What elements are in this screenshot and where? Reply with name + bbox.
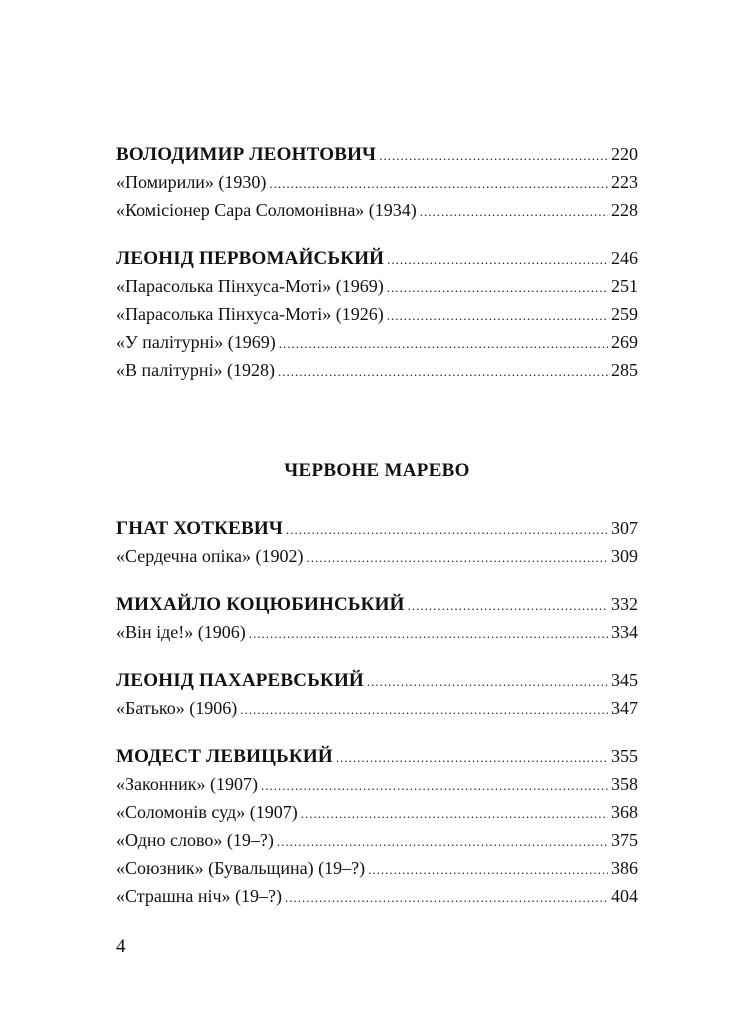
toc-author-entry (116, 742, 638, 770)
toc-author-entry (116, 666, 638, 694)
page-reference: 259 (611, 304, 638, 324)
work-title: «Страшна ніч» (19–?) (116, 886, 282, 906)
toc-work-entry (116, 300, 638, 328)
work-title: «Законник» (1907) (116, 774, 258, 794)
author-name: МОДЕСТ ЛЕВИЦЬКИЙ (116, 746, 333, 767)
page-reference: 251 (611, 276, 638, 296)
dot-leader (285, 884, 608, 912)
work-title: «У палітурні» (1969) (116, 332, 276, 352)
table-of-contents (116, 140, 638, 930)
work-title: «Батько» (1906) (116, 698, 238, 718)
toc-work-entry (116, 542, 638, 570)
toc-work-entry (116, 272, 638, 300)
page-number: 4 (116, 936, 126, 957)
page-reference: 355 (611, 746, 638, 766)
page-reference: 228 (611, 200, 638, 220)
work-title: «Комісіонер Сара Соломонівна» (1934) (116, 200, 417, 220)
work-title: «В палітурні» (1928) (116, 360, 276, 380)
page-reference: 345 (611, 670, 638, 690)
toc-group-top (116, 140, 638, 384)
toc-work-entry (116, 882, 638, 910)
dot-leader (420, 198, 608, 226)
work-title: «Він іде!» (1906) (116, 622, 246, 642)
toc-work-entry (116, 618, 638, 646)
toc-work-entry (116, 196, 638, 224)
author-name: ВОЛОДИМИР ЛЕОНТОВИЧ (116, 144, 377, 165)
page-reference: 220 (611, 144, 638, 164)
author-name: ЛЕОНІД ПЕРВОМАЙСЬКИЙ (116, 248, 385, 269)
dot-leader (286, 516, 608, 544)
page-reference: 386 (611, 858, 638, 878)
toc-section (116, 140, 638, 224)
toc-work-entry (116, 356, 638, 384)
page-reference: 223 (611, 172, 638, 192)
work-title: «Парасолька Пінхуса-Моті» (1969) (116, 276, 384, 296)
page-reference: 334 (611, 622, 638, 642)
dot-leader (387, 302, 608, 330)
author-name: МИХАЙЛО КОЦЮБИНСЬКИЙ (116, 594, 405, 615)
page-reference: 307 (611, 518, 638, 538)
toc-author-entry (116, 514, 638, 542)
work-title: «Помирили» (1930) (116, 172, 267, 192)
dot-leader (279, 330, 608, 358)
toc-section (116, 590, 638, 646)
toc-work-entry (116, 168, 638, 196)
work-title: «Одно слово» (19–?) (116, 830, 274, 850)
dot-leader (379, 142, 608, 170)
dot-leader (368, 856, 608, 884)
dot-leader (387, 246, 608, 274)
page-reference: 347 (611, 698, 638, 718)
page-reference: 375 (611, 830, 638, 850)
page-reference: 246 (611, 248, 638, 268)
toc-section (116, 742, 638, 910)
dot-leader (269, 170, 608, 198)
dot-leader (277, 828, 608, 856)
dot-leader (306, 544, 608, 572)
work-title: «Союзник» (Бувальщина) (19–?) (116, 858, 366, 878)
dot-leader (240, 696, 608, 724)
toc-work-entry (116, 328, 638, 356)
work-title: «Сердечна опіка» (1902) (116, 546, 304, 566)
dot-leader (249, 620, 608, 648)
page-reference: 309 (611, 546, 638, 566)
work-title: «Парасолька Пінхуса-Моті» (1926) (116, 304, 384, 324)
toc-work-entry (116, 798, 638, 826)
toc-section (116, 244, 638, 384)
toc-work-entry (116, 826, 638, 854)
dot-leader (336, 744, 608, 772)
author-name: ЛЕОНІД ПАХАРЕВСЬКИЙ (116, 670, 364, 691)
dot-leader (301, 800, 608, 828)
dot-leader (261, 772, 608, 800)
dot-leader (408, 592, 608, 620)
part-heading: ЧЕРВОНЕ МАРЕВО (284, 460, 470, 481)
toc-work-entry (116, 694, 638, 722)
page-reference: 358 (611, 774, 638, 794)
page-reference: 269 (611, 332, 638, 352)
author-name: ГНАТ ХОТКЕВИЧ (116, 518, 283, 539)
dot-leader (278, 358, 608, 386)
dot-leader (387, 274, 608, 302)
toc-author-entry (116, 244, 638, 272)
toc-group-bottom (116, 514, 638, 910)
toc-section (116, 514, 638, 570)
dot-leader (367, 668, 608, 696)
toc-work-entry (116, 854, 638, 882)
page-reference: 332 (611, 594, 638, 614)
toc-author-entry (116, 590, 638, 618)
work-title: «Соломонів суд» (1907) (116, 802, 298, 822)
page-reference: 285 (611, 360, 638, 380)
page-reference: 368 (611, 802, 638, 822)
toc-work-entry (116, 770, 638, 798)
toc-author-entry (116, 140, 638, 168)
toc-section (116, 666, 638, 722)
page-reference: 404 (611, 886, 638, 906)
